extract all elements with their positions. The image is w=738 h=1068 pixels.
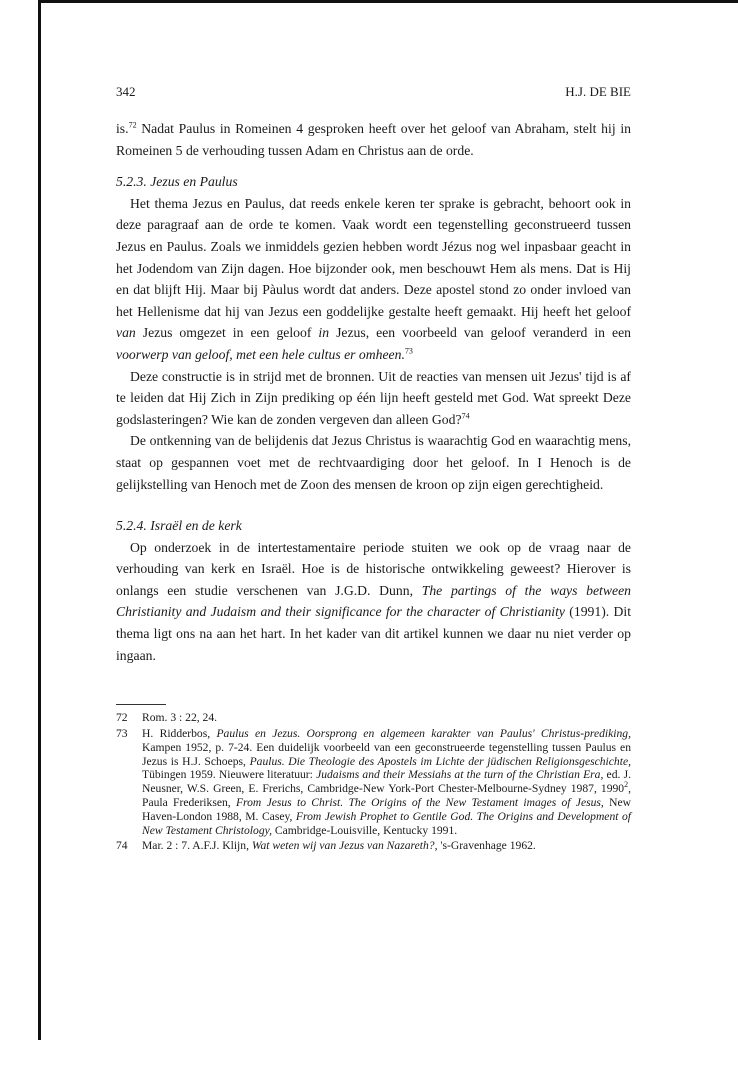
text-span: Tübingen 1959. Nieuwere literatuur: [142, 768, 317, 782]
emphasis-van: van [116, 325, 136, 341]
text-span: Jezus omgezet in een geloof [135, 325, 319, 341]
text-span: Jezus, een voorbeeld van geloof veranderd in een [329, 325, 631, 341]
emphasis-title: Paulus en Jezus. Oorsprong en algemeen karakter van Paulus' Christus-prediking, [216, 727, 631, 741]
paragraph-jezus-paulus-2 [116, 366, 631, 431]
intro-text-start: is. [116, 121, 129, 136]
footnote-separator [116, 704, 166, 705]
emphasis-title: From Jewish Prophet to Gentile God. The Origins and Development of New Testament Christology, [142, 809, 631, 837]
text-span: H. Ridderbos, [142, 727, 217, 741]
footnote-number: 74 [116, 839, 128, 853]
page-body [116, 84, 631, 855]
footnote-text: Rom. 3 : 22, 24. [142, 711, 218, 725]
text-span: Op onderzoek in de intertestamentaire periode stuiten we ook op de vraag naar de verhouding van kerk en Israël. Hoe is de historische ontwikkeling geweest? Hierover is onlangs een studie verschenen van J.G.D. Dunn, [116, 539, 631, 598]
scan-left-border [38, 0, 41, 1040]
emphasis-title: Judaisms and their Messiahs at the turn of the Christian Era, [316, 768, 604, 782]
paragraph-jezus-paulus-1 [116, 193, 631, 366]
text-span: Mar. 2 : 7. A.F.J. Klijn, [142, 839, 252, 853]
text-span: New Haven-London 1988, M. Casey, [142, 796, 632, 823]
paragraph-jezus-paulus-3: De ontkenning van de belijdenis dat Jezus Christus is waarachtig God en waarachtig mens, staat op gespannen voet met de rechtvaardiging door het geloof. In I Henoch is de gelijkstelling van Henoch met de Zoon des mensen de kroon op zijn eigen gerechtigheid. [116, 433, 631, 492]
footnote-number: 72 [116, 711, 128, 725]
footnote-number: 73 [116, 727, 128, 741]
note-ref-73: 73 [404, 346, 413, 356]
text-span: ed. J. Neusner, W.S. Green, E. Frerichs, Cambridge-New York-Port Chester-Melbourne-Sydney 1987, 1990 [142, 768, 631, 796]
intro-text-end: Nadat Paulus in Romeinen 4 gesproken heeft over het geloof van Abraham, stelt hij in Romeinen 5 de verhouding tussen Adam en Christus aan de orde. [116, 121, 631, 158]
text-span: Deze constructie is in strijd met de bronnen. Uit de reacties van mensen uit Jezus' tijd is af te leiden dat Hij Zich in Zijn prediking op één lijn heeft gesteld met God. Wat spreekt Deze godslasteringen? Wie kan de zonden vergeven dan alleen God? [116, 368, 631, 427]
emphasis-title: Wat weten wij van Jezus van Nazareth?, [251, 839, 438, 853]
text-span: 's-Gravenhage 1962. [437, 839, 536, 853]
text-span: (1991). Dit thema ligt ons na aan het hart. In het kader van dit artikel kunnen we daar nu niet verder op ingaan. [116, 604, 631, 663]
scan-top-border [40, 0, 738, 3]
text-span: Cambridge-Louisville, Kentucky 1991. [272, 823, 458, 837]
emphasis-voorwerp: voorwerp van geloof, met een hele cultus er omheen. [116, 346, 405, 362]
edition-superscript: 2 [624, 780, 629, 790]
note-ref-72: 72 [128, 120, 137, 130]
text-span: Het thema Jezus en Paulus, dat reeds enkele keren ter sprake is gebracht, behoort ook in deze paragraaf aan de orde te komen. Vaak wordt een tegenstelling geconstrueerd tussen Jezus en Paulus. Zoals we inmiddels gezien hebben wordt Jézus nog wel inpasbaar geacht in het Jodendom van Zijn dagen. Hoe bijzonder ook, men beschouwt Hem als mens. Dat is Hij en dat blijft Hij. Maar bij Pàulus wordt dat anders. Deze apostel stond zo onder invloed van het Hellenisme dat hij van Jezus een goddelijke gestalte heeft gemaakt. Hij heeft het geloof [116, 195, 631, 319]
footnote-74 [116, 839, 631, 853]
page-number: 342 [116, 84, 136, 99]
text-span: Kampen 1952, p. 7-24. Een duidelijk voorbeeld van een geconstrueerde tegenstelling tussen Paulus en Jezus is H.J. Schoeps, [142, 740, 631, 768]
running-header [116, 84, 631, 100]
running-title: H.J. DE BIE [565, 84, 631, 99]
emphasis-title: From Jesus to Christ. The Origins of the New Testament images of Jesus, [235, 796, 604, 810]
footnote-text [142, 839, 631, 853]
footnote-text [142, 727, 631, 837]
section-title-524: 5.2.4. Israël en de kerk [116, 518, 242, 534]
footnote-72 [116, 711, 631, 725]
paragraph-israel-kerk [116, 537, 631, 667]
emphasis-book-title: The partings of the ways between Christianity and Judaism and their significance for the character of Christianity [116, 582, 631, 620]
footnote-73 [116, 727, 631, 837]
intro-paragraph [116, 118, 631, 161]
emphasis-in: in [318, 325, 330, 341]
emphasis-title: Paulus. Die Theologie des Apostels im Lichte der jüdischen Religionsgeschichte, [249, 754, 631, 768]
section-title-523: 5.2.3. Jezus en Paulus [116, 174, 238, 190]
text-span: , Paula Frederiksen, [142, 782, 631, 810]
note-ref-74: 74 [461, 411, 470, 421]
